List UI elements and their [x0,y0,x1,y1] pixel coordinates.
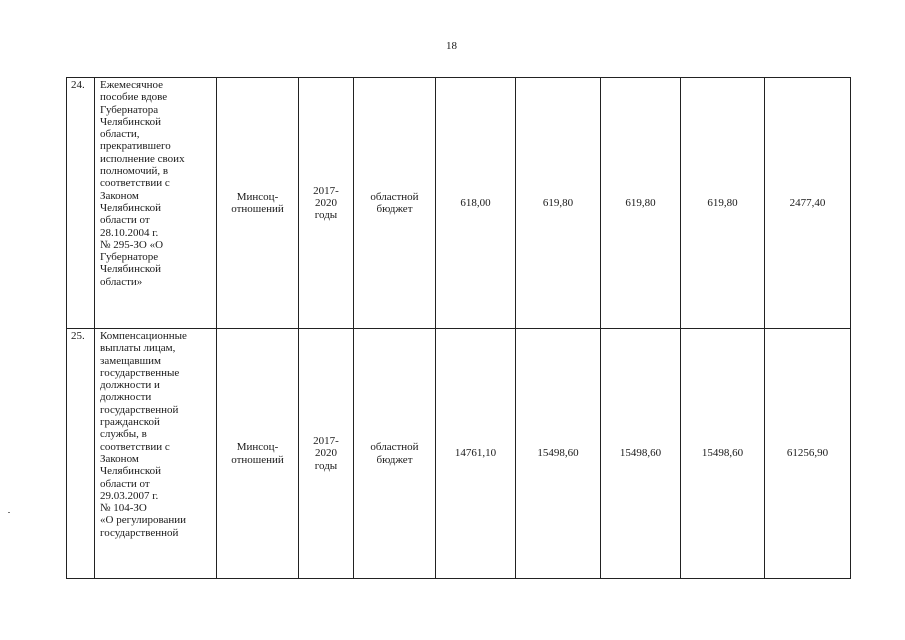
table-row [67,329,851,579]
amount-cell: 619,80 [516,78,601,329]
measure-description: Ежемесячное пособие вдове Губернатора Челябинской области, прекратившего исполнение своих полномочий, в соответствии с Законом Челябинской области от 28.10.2004 г. № 295-ЗО «О Губернаторе Челябинской области» [95,78,217,329]
funding-source-cell: областной бюджет [354,78,436,329]
period-cell: 2017- 2020 годы [299,329,354,579]
amount-cell: 15498,60 [601,329,681,579]
total-amount-cell: 61256,90 [765,329,851,579]
row-number: 25. [67,329,95,579]
page-number: 18 [446,40,457,52]
measure-description: Компенсационные выплаты лицам, замещавшим государственные должности и должности государственной гражданской службы, в соответствии с Законом Челябинской области от 29.03.2007 г. № 104-ЗО «О регулировании государственной [95,329,217,579]
scan-artifact [8,512,10,513]
amount-cell: 15498,60 [681,329,765,579]
amount-cell: 15498,60 [516,329,601,579]
row-number: 24. [67,78,95,329]
amount-cell: 619,80 [681,78,765,329]
executor-cell: Минсоц- отношений [217,78,299,329]
amount-cell: 618,00 [436,78,516,329]
budget-table [66,77,851,579]
total-amount-cell: 2477,40 [765,78,851,329]
amount-cell: 619,80 [601,78,681,329]
funding-source-cell: областной бюджет [354,329,436,579]
table-row [67,78,851,329]
amount-cell: 14761,10 [436,329,516,579]
executor-cell: Минсоц- отношений [217,329,299,579]
period-cell: 2017- 2020 годы [299,78,354,329]
